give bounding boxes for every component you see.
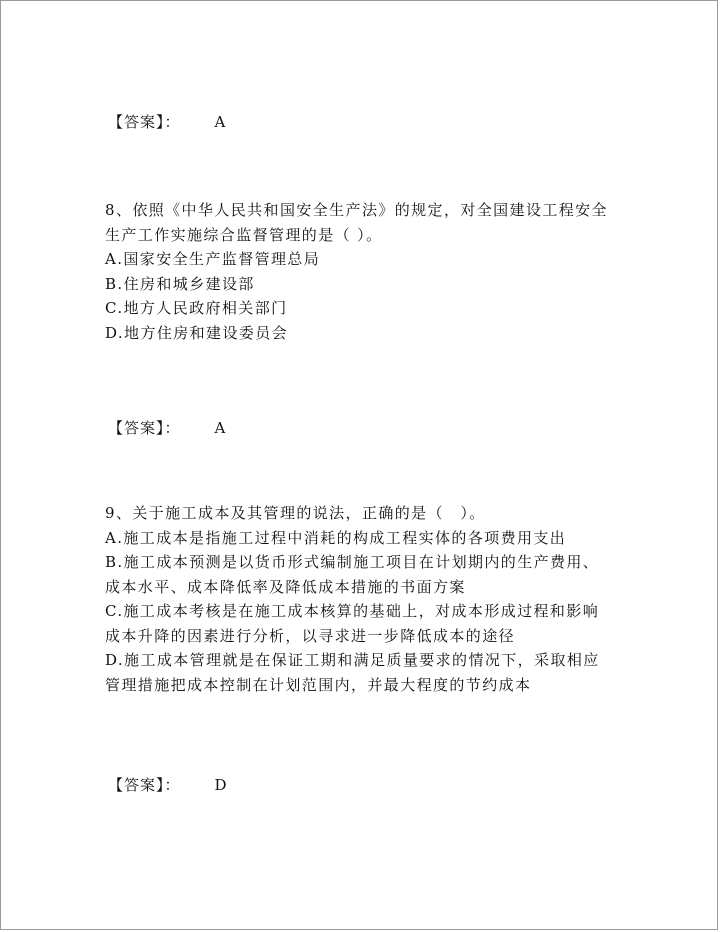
option-b: B.住房和城乡建设部 <box>105 274 255 293</box>
question-stem-line: 9、关于施工成本及其管理的说法，正确的是（ ）。 <box>105 504 486 522</box>
option-c: C.施工成本考核是在施工成本核算的基础上，对成本形成过程和影响 <box>105 602 600 620</box>
option-d: D.施工成本管理就是在保证工期和满足质量要求的情况下，采取相应 <box>105 651 600 669</box>
option-a: A.施工成本是指施工过程中消耗的构成工程实体的各项费用支出 <box>105 528 567 547</box>
answer-9 <box>108 774 228 795</box>
answer-8 <box>108 417 226 438</box>
answer-7 <box>108 111 226 132</box>
question-8 <box>105 198 625 345</box>
answer-value: A <box>214 419 227 437</box>
answer-label: 【答案】： <box>108 776 181 794</box>
answer-label: 【答案】： <box>108 113 181 131</box>
answer-label: 【答案】： <box>108 419 181 437</box>
option-d-continued: 管理措施把成本控制在计划范围内，并最大程度的节约成本 <box>105 675 532 694</box>
option-c-continued: 成本升降的因素进行分析，以寻求进一步降低成本的途径 <box>105 626 516 645</box>
question-9 <box>105 501 625 697</box>
option-b: B.施工成本预测是以货币形式编制施工项目在计划期内的生产费用、 <box>105 553 600 571</box>
question-stem-line: 8、依照《中华人民共和国安全生产法》的规定，对全国建设工程安全 <box>105 201 608 219</box>
option-a: A.国家安全生产监督管理总局 <box>105 250 321 268</box>
option-c: C.地方人民政府相关部门 <box>105 299 288 317</box>
question-stem-line: 生产工作实施综合监督管理的是（ ）。 <box>105 225 383 244</box>
answer-value: A <box>214 113 227 131</box>
option-d: D.地方住房和建设委员会 <box>105 323 289 342</box>
option-b-continued: 成本水平、成本降低率及降低成本措施的书面方案 <box>105 577 466 596</box>
answer-value: D <box>214 776 228 794</box>
